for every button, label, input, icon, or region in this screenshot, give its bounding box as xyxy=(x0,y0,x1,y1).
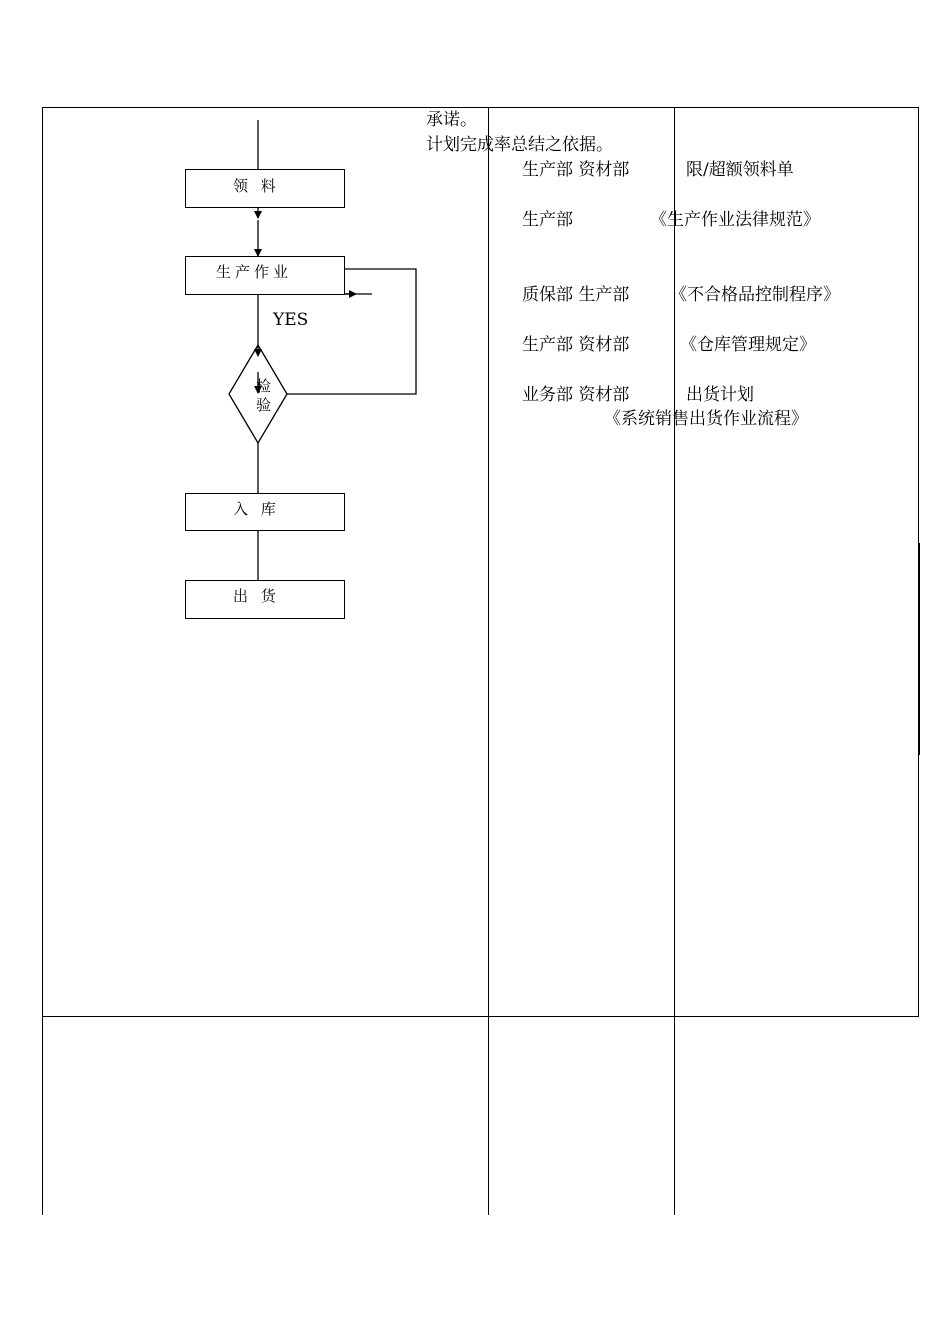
row-4-departments: 生产部 资材部 xyxy=(522,335,630,355)
row-5-document-2: 《系统销售出货作业流程》 xyxy=(604,409,808,429)
note-line-2: 计划完成率总结之依据。 xyxy=(426,135,613,155)
step-inspect-label-2: 验 xyxy=(256,396,272,414)
step-receive-label: 领 料 xyxy=(233,177,280,195)
row-3-departments: 质保部 生产部 xyxy=(522,285,630,305)
row-2-document: 《生产作业法律规范》 xyxy=(650,210,820,230)
step-inspect-label-1: 检 xyxy=(256,377,272,395)
row-1-departments: 生产部 资材部 xyxy=(522,160,630,180)
row-5-document: 出货计划 xyxy=(686,385,754,405)
step-store-label: 入 库 xyxy=(233,500,280,518)
step-ship-label: 出 货 xyxy=(233,587,280,605)
step-produce-box xyxy=(185,256,345,295)
row-5-departments: 业务部 资材部 xyxy=(522,385,630,405)
row-2-departments: 生产部 xyxy=(522,210,573,230)
step-produce-label: 生产作业 xyxy=(216,263,293,281)
row-1-document: 限/超额领料单 xyxy=(686,160,794,180)
note-line-1: 承诺。 xyxy=(426,110,477,130)
step-receive-box xyxy=(185,169,345,208)
step-store-box xyxy=(185,493,345,531)
step-ship-box xyxy=(185,580,345,619)
row-4-document: 《仓库管理规定》 xyxy=(680,335,816,355)
yes-label: YES xyxy=(273,310,309,330)
row-3-document: 《不合格品控制程序》 xyxy=(670,285,840,305)
